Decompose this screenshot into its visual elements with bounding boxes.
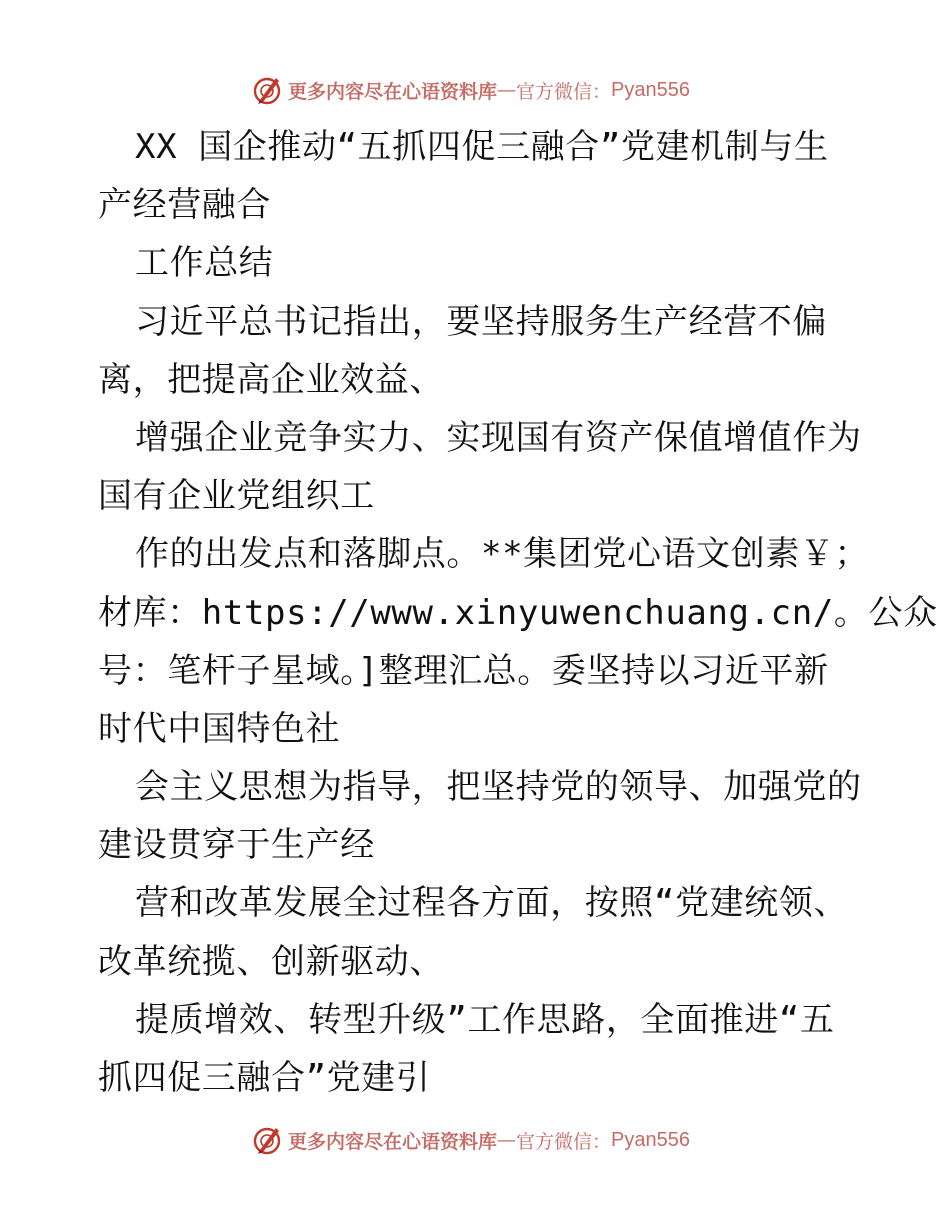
- banner-contact-label: 官方微信：: [516, 80, 612, 103]
- banner-wechat-id: Pyan556: [611, 1128, 690, 1151]
- paragraph-line: 建设贯穿于生产经: [98, 825, 375, 866]
- banner-brand-text: 更多内容尽在心语资料库: [288, 80, 498, 103]
- paragraph-line: 材库：https://www.xinyuwenchuang.cn/。公众: [98, 592, 938, 633]
- header-banner: [0, 70, 950, 110]
- paragraph-line: 抓四促三融合”党建引: [98, 1058, 431, 1098]
- paragraph-line: 会主义思想为指导，把坚持党的领导、加强党的: [135, 767, 862, 808]
- red-pen-circle-logo-icon: [252, 1124, 284, 1156]
- footer-banner: [0, 1120, 950, 1160]
- document-body: [98, 118, 938, 1107]
- red-pen-circle-logo-icon: [252, 74, 284, 106]
- paragraph-line: 增强企业竞争实力、实现国有资产保值增值作为: [135, 417, 862, 458]
- paragraph-line: 号：笔杆子星域。]整理汇总。委坚持以习近平新: [98, 650, 829, 691]
- subtitle-line: 工作总结: [135, 243, 274, 284]
- paragraph-line: 时代中国特色社: [98, 708, 341, 749]
- title-line: 产经营融合: [98, 185, 271, 226]
- paragraph-line: 改革统揽、创新驱动、: [98, 941, 444, 982]
- paragraph-line: 习近平总书记指出，要坚持服务生产经营不偏: [135, 301, 827, 342]
- paragraph-line: 作的出发点和落脚点。**集团党心语文创素￥；: [135, 534, 870, 575]
- paragraph-line: 营和改革发展全过程各方面，按照“党建统领、: [135, 883, 849, 924]
- paragraph-line: 离，把提高企业效益、: [98, 359, 444, 400]
- banner-separator: —: [497, 1129, 517, 1151]
- banner-separator: —: [497, 79, 517, 101]
- paragraph-line: 提质增效、转型升级”工作思路，全面推进“五: [135, 999, 835, 1040]
- banner-brand-text: 更多内容尽在心语资料库: [288, 1130, 498, 1153]
- title-line: XX 国企推动“五抓四促三融合”党建机制与生: [135, 127, 829, 167]
- banner-wechat-id: Pyan556: [611, 78, 690, 101]
- banner-contact-label: 官方微信：: [516, 1130, 612, 1153]
- paragraph-line: 国有企业党组织工: [98, 476, 375, 517]
